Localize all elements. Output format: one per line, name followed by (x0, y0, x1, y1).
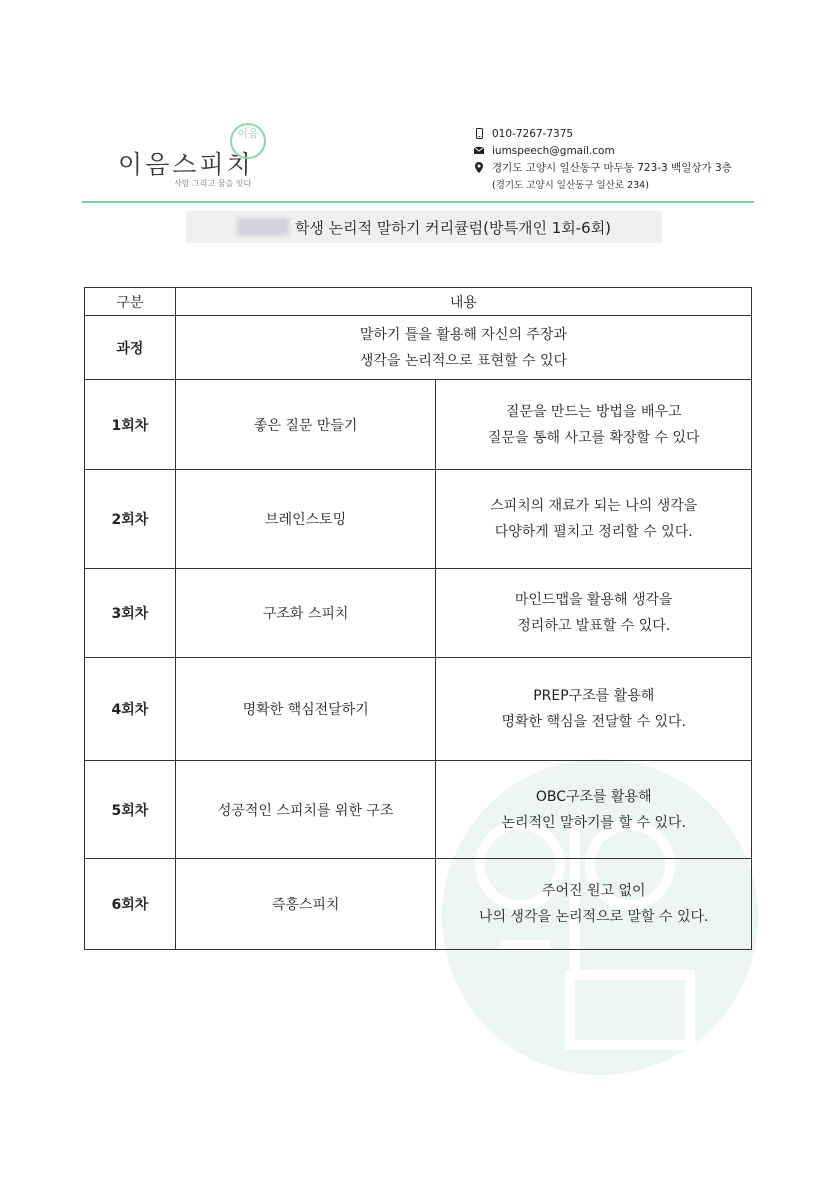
phone-icon (472, 128, 486, 139)
mail-icon (472, 147, 486, 154)
session-topic: 브레인스토밍 (175, 470, 436, 569)
phone-number: 010-7267-7375 (492, 127, 574, 140)
title-text: 학생 논리적 말하기 커리큘럼(방특개인 1회-6회) (294, 218, 612, 237)
header-category: 구분 (85, 288, 176, 316)
session-label: 2회차 (85, 470, 176, 569)
logo (118, 123, 318, 193)
session-label: 5회차 (85, 761, 176, 859)
contact-address (472, 159, 732, 176)
session-goal: 주어진 원고 없이 나의 생각을 논리적으로 말할 수 있다. (436, 859, 752, 950)
redacted-name (237, 218, 289, 236)
course-row (85, 316, 752, 380)
logo-text: 이음스피치 (118, 150, 254, 179)
logo-mark: 이음 (230, 123, 266, 159)
session-goal: 마인드맵을 활용해 생각을 정리하고 발표할 수 있다. (436, 569, 752, 658)
logo-tagline: 사람 그리고 꿈을 잇다 (174, 179, 252, 188)
session-topic: 좋은 질문 만들기 (175, 380, 436, 470)
table-row (85, 859, 752, 950)
session-goal: PREP구조를 활용해 명확한 핵심을 전달할 수 있다. (436, 658, 752, 761)
header-divider (82, 201, 754, 203)
table-row (85, 380, 752, 470)
contact-email (472, 142, 732, 159)
table-row (85, 470, 752, 569)
session-label: 1회차 (85, 380, 176, 470)
session-topic: 명확한 핵심전달하기 (175, 658, 436, 761)
table-row (85, 569, 752, 658)
email-address: iumspeech@gmail.com (492, 144, 615, 157)
table-row (85, 658, 752, 761)
document-title (186, 211, 662, 243)
session-goal: OBC구조를 활용해 논리적인 말하기를 할 수 있다. (436, 761, 752, 859)
session-label: 4회차 (85, 658, 176, 761)
session-label: 3회차 (85, 569, 176, 658)
course-label: 과정 (85, 316, 176, 380)
address: 경기도 고양시 일산동구 마두동 723-3 백일상가 3층 (492, 162, 732, 174)
address-sub: (경기도 고양시 일산동구 일산로 234) (492, 179, 649, 191)
curriculum-table (84, 287, 752, 950)
contact-info (472, 125, 732, 191)
session-goal: 스피치의 재료가 되는 나의 생각을 다양하게 펼치고 정리할 수 있다. (436, 470, 752, 569)
session-goal: 질문을 만드는 방법을 배우고 질문을 통해 사고를 확장할 수 있다 (436, 380, 752, 470)
table-header-row (85, 288, 752, 316)
location-pin-icon (472, 162, 486, 173)
table-row (85, 761, 752, 859)
contact-phone (472, 125, 732, 142)
header-content: 내용 (175, 288, 751, 316)
session-topic: 구조화 스피치 (175, 569, 436, 658)
letterhead (82, 115, 754, 203)
session-topic: 즉흥스피치 (175, 859, 436, 950)
session-topic: 성공적인 스피치를 위한 구조 (175, 761, 436, 859)
session-label: 6회차 (85, 859, 176, 950)
course-description: 말하기 틀을 활용해 자신의 주장과 생각을 논리적으로 표현할 수 있다 (175, 316, 751, 380)
